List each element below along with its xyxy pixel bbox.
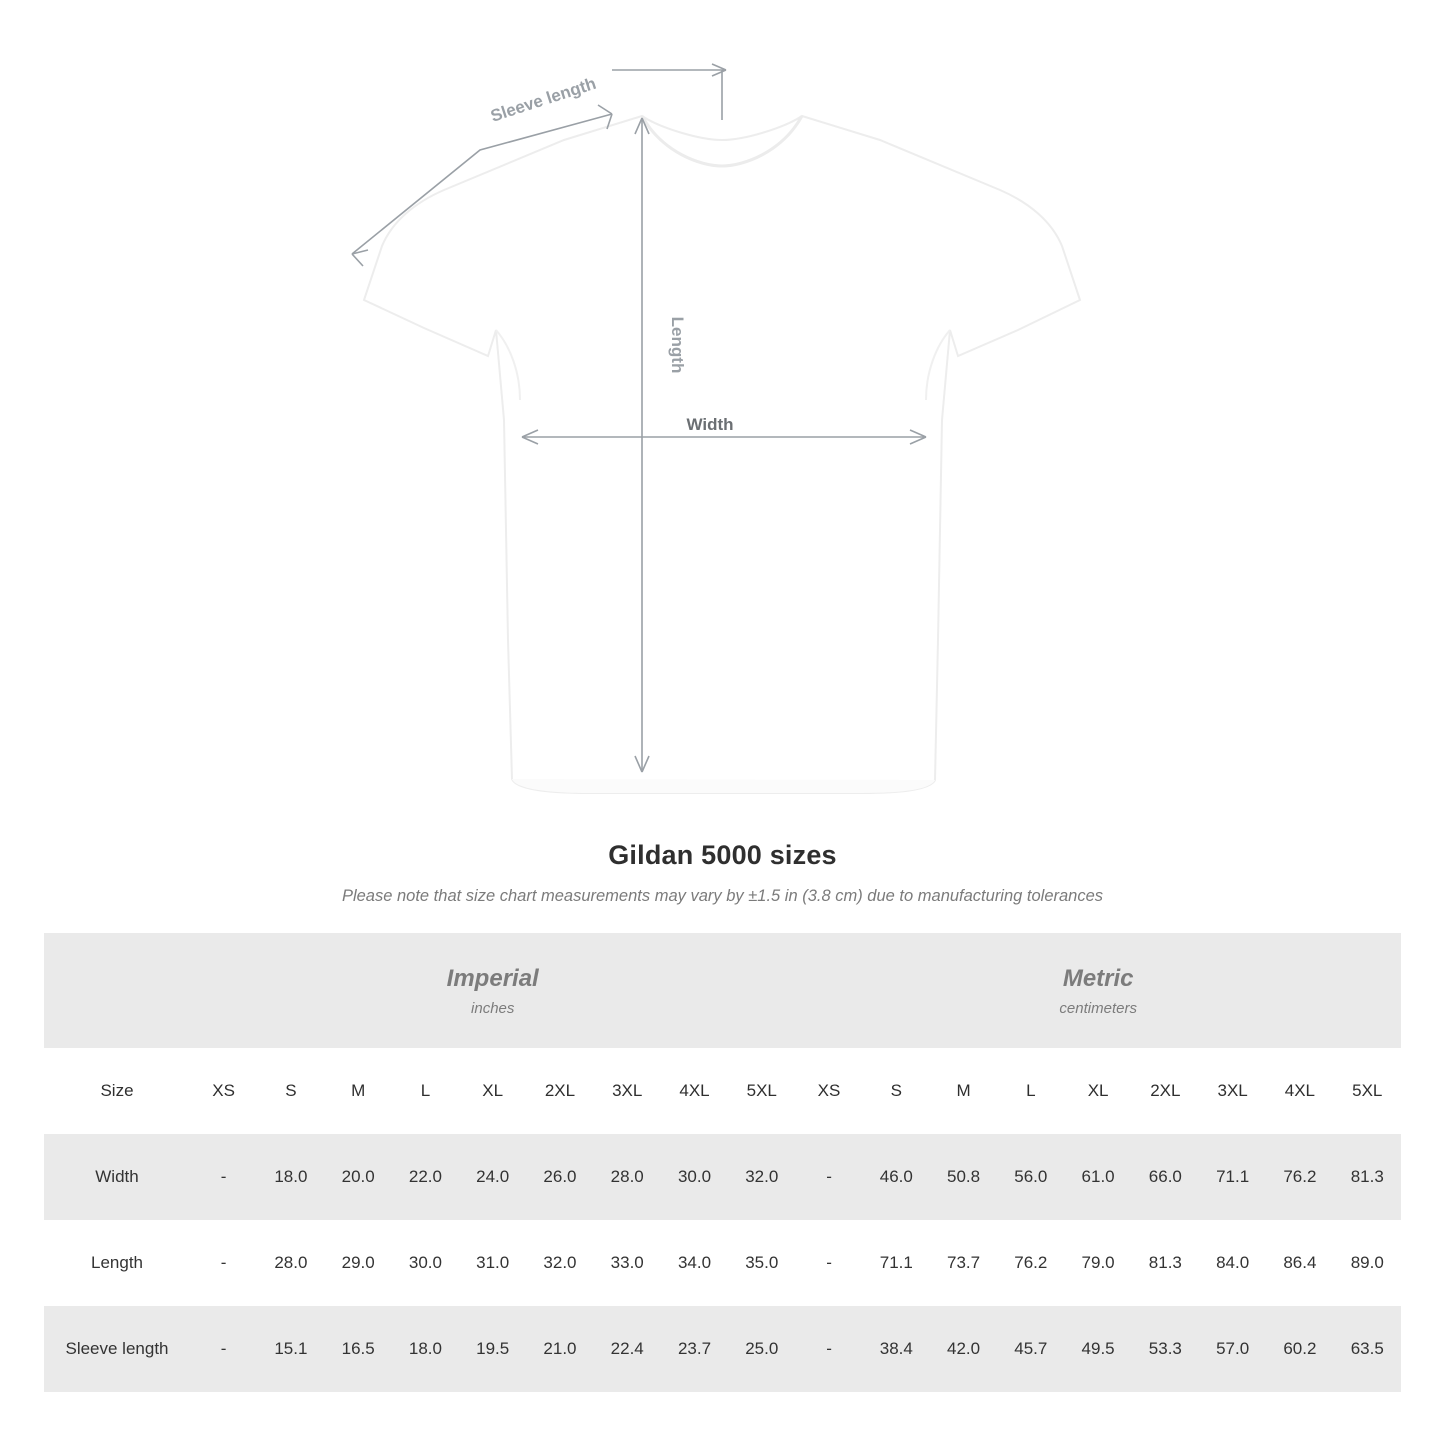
cell-sleeve-imp-5xl: 25.0 [728, 1306, 795, 1392]
cell-width-met-l: 56.0 [997, 1134, 1064, 1220]
unit-group-imperial-unit: inches [471, 1000, 515, 1017]
cell-width-imp-5xl: 32.0 [728, 1134, 795, 1220]
cell-width-imp-m: 20.0 [325, 1134, 392, 1220]
row-label-sleeve-length: Sleeve length [44, 1306, 190, 1392]
cell-length-met-4xl: 86.4 [1266, 1220, 1333, 1306]
cell-length-imp-xs: - [190, 1220, 257, 1306]
cell-width-met-5xl: 81.3 [1334, 1134, 1401, 1220]
cell-sleeve-met-xl: 49.5 [1064, 1306, 1131, 1392]
cell-sleeve-imp-l: 18.0 [392, 1306, 459, 1392]
unit-group-imperial-name: Imperial [446, 965, 539, 992]
cell-sleeve-met-s: 38.4 [863, 1306, 930, 1392]
cell-width-imp-2xl: 26.0 [526, 1134, 593, 1220]
cell-length-imp-5xl: 35.0 [728, 1220, 795, 1306]
cell-sleeve-met-4xl: 60.2 [1266, 1306, 1333, 1392]
unit-group-metric-unit: centimeters [1059, 1000, 1137, 1017]
size-header-met-xs: XS [795, 1048, 862, 1134]
size-header-imp-3xl: 3XL [594, 1048, 661, 1134]
size-header-met-2xl: 2XL [1132, 1048, 1199, 1134]
size-header-met-3xl: 3XL [1199, 1048, 1266, 1134]
table-row [44, 1306, 1401, 1392]
cell-sleeve-met-3xl: 57.0 [1199, 1306, 1266, 1392]
size-header-label: Size [44, 1048, 190, 1134]
cell-sleeve-imp-3xl: 22.4 [594, 1306, 661, 1392]
size-table-wrapper [0, 933, 1445, 1392]
cell-sleeve-met-l: 45.7 [997, 1306, 1064, 1392]
cell-width-imp-l: 22.0 [392, 1134, 459, 1220]
cell-width-imp-4xl: 30.0 [661, 1134, 728, 1220]
cell-width-met-xs: - [795, 1134, 862, 1220]
table-row [44, 1220, 1401, 1306]
size-header-met-l: L [997, 1048, 1064, 1134]
size-header-met-5xl: 5XL [1334, 1048, 1401, 1134]
cell-sleeve-met-xs: - [795, 1306, 862, 1392]
width-label: Width [686, 415, 734, 434]
unit-group-imperial [190, 933, 795, 1048]
size-header-met-s: S [863, 1048, 930, 1134]
size-header-imp-5xl: 5XL [728, 1048, 795, 1134]
cell-width-imp-xl: 24.0 [459, 1134, 526, 1220]
unit-group-metric-name: Metric [1062, 965, 1134, 992]
cell-width-imp-3xl: 28.0 [594, 1134, 661, 1220]
cell-width-met-3xl: 71.1 [1199, 1134, 1266, 1220]
size-header-met-4xl: 4XL [1266, 1048, 1333, 1134]
length-label: Length [668, 316, 687, 374]
cell-length-met-l: 76.2 [997, 1220, 1064, 1306]
tshirt-shape [364, 116, 1080, 793]
cell-length-met-5xl: 89.0 [1334, 1220, 1401, 1306]
cell-length-imp-s: 28.0 [257, 1220, 324, 1306]
sleeve-length-label: Sleeve length [488, 73, 599, 126]
cell-width-met-s: 46.0 [863, 1134, 930, 1220]
cell-length-imp-l: 30.0 [392, 1220, 459, 1306]
tolerance-note: Please note that size chart measurements may vary by ±1.5 in (3.8 cm) due to manufacturing tolerances [341, 887, 1104, 905]
size-header-imp-l: L [392, 1048, 459, 1134]
cell-length-imp-xl: 31.0 [459, 1220, 526, 1306]
cell-sleeve-met-2xl: 53.3 [1132, 1306, 1199, 1392]
size-header-imp-2xl: 2XL [526, 1048, 593, 1134]
row-label-length: Length [44, 1220, 190, 1306]
cell-sleeve-imp-2xl: 21.0 [526, 1306, 593, 1392]
cell-sleeve-imp-s: 15.1 [257, 1306, 324, 1392]
cell-length-met-m: 73.7 [930, 1220, 997, 1306]
size-header-imp-m: M [325, 1048, 392, 1134]
cell-width-met-m: 50.8 [930, 1134, 997, 1220]
cell-length-imp-2xl: 32.0 [526, 1220, 593, 1306]
row-label-width: Width [44, 1134, 190, 1220]
size-header-imp-4xl: 4XL [661, 1048, 728, 1134]
cell-length-met-2xl: 81.3 [1132, 1220, 1199, 1306]
cell-sleeve-imp-xl: 19.5 [459, 1306, 526, 1392]
cell-length-imp-m: 29.0 [325, 1220, 392, 1306]
size-header-imp-xl: XL [459, 1048, 526, 1134]
cell-length-met-3xl: 84.0 [1199, 1220, 1266, 1306]
unit-group-metric [795, 933, 1401, 1048]
cell-width-imp-s: 18.0 [257, 1134, 324, 1220]
cell-length-met-xs: - [795, 1220, 862, 1306]
unit-spacer-cell [44, 933, 190, 1048]
cell-width-met-2xl: 66.0 [1132, 1134, 1199, 1220]
unit-header-row [44, 933, 1401, 1048]
cell-sleeve-imp-4xl: 23.7 [661, 1306, 728, 1392]
cell-length-imp-4xl: 34.0 [661, 1220, 728, 1306]
cell-width-met-4xl: 76.2 [1266, 1134, 1333, 1220]
size-header-met-xl: XL [1064, 1048, 1131, 1134]
cell-width-met-xl: 61.0 [1064, 1134, 1131, 1220]
cell-width-imp-xs: - [190, 1134, 257, 1220]
cell-length-met-s: 71.1 [863, 1220, 930, 1306]
cell-sleeve-imp-xs: - [190, 1306, 257, 1392]
heading-block [0, 840, 1445, 906]
size-header-met-m: M [930, 1048, 997, 1134]
cell-length-met-xl: 79.0 [1064, 1220, 1131, 1306]
size-header-imp-s: S [257, 1048, 324, 1134]
cell-sleeve-met-m: 42.0 [930, 1306, 997, 1392]
cell-sleeve-met-5xl: 63.5 [1334, 1306, 1401, 1392]
table-row [44, 1134, 1401, 1220]
page-title: Gildan 5000 sizes [608, 840, 837, 870]
size-header-imp-xs: XS [190, 1048, 257, 1134]
cell-sleeve-imp-m: 16.5 [325, 1306, 392, 1392]
size-table [44, 933, 1401, 1392]
size-header-row [44, 1048, 1401, 1134]
cell-length-imp-3xl: 33.0 [594, 1220, 661, 1306]
